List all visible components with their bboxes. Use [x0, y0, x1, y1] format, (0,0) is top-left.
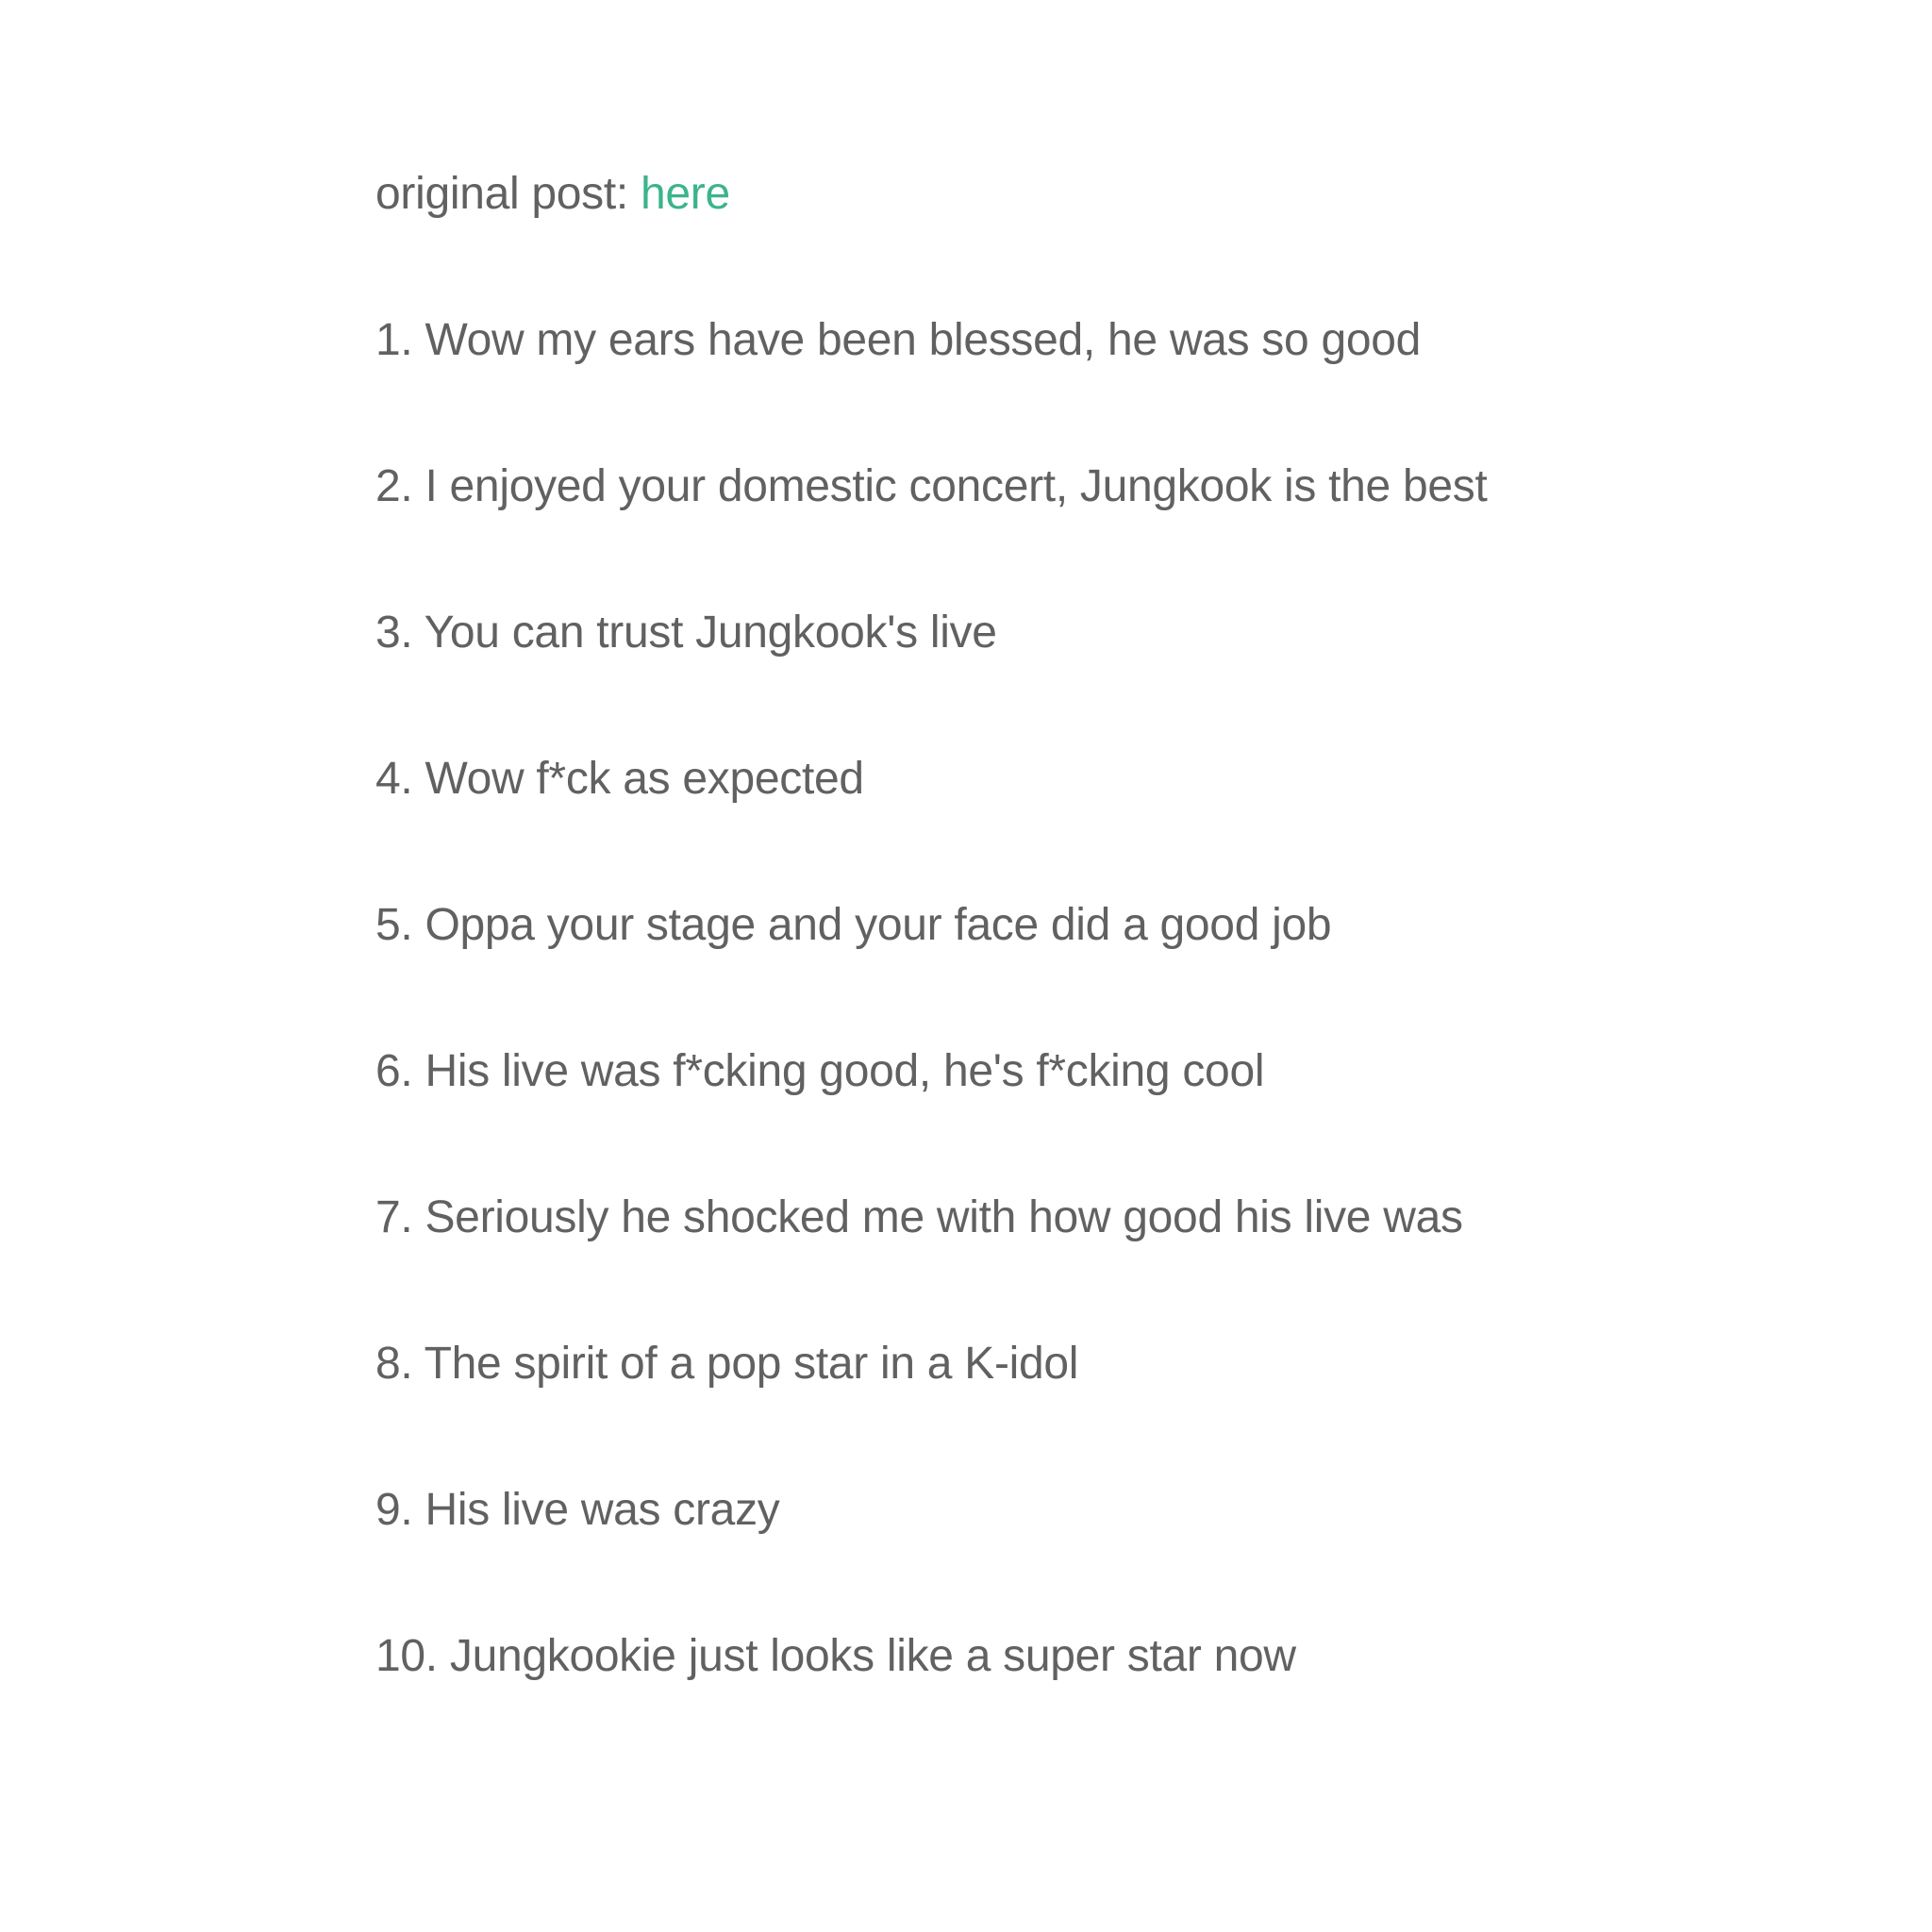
comment-item: 6. His live was f*cking good, he's f*cking cool	[375, 1046, 1265, 1096]
post-content	[375, 168, 1790, 1776]
comment-item: 5. Oppa your stage and your face did a good job	[375, 900, 1332, 950]
source-label: original post:	[375, 169, 628, 219]
comment-item: 2. I enjoyed your domestic concert, Jungkook is the best	[375, 461, 1488, 511]
source-line	[375, 168, 1790, 221]
comment-item: 10. Jungkookie just looks like a super star now	[375, 1631, 1296, 1681]
source-link[interactable]: here	[641, 169, 730, 219]
comment-item: 4. Wow f*ck as expected	[375, 754, 864, 804]
comment-list	[375, 314, 1790, 1683]
comment-item: 7. Seriously he shocked me with how good his live was	[375, 1192, 1463, 1242]
comment-item: 3. You can trust Jungkook's live	[375, 608, 997, 658]
comment-item: 9. His live was crazy	[375, 1485, 780, 1535]
comment-item: 1. Wow my ears have been blessed, he was so good	[375, 315, 1422, 365]
comment-item: 8. The spirit of a pop star in a K-idol	[375, 1339, 1079, 1389]
